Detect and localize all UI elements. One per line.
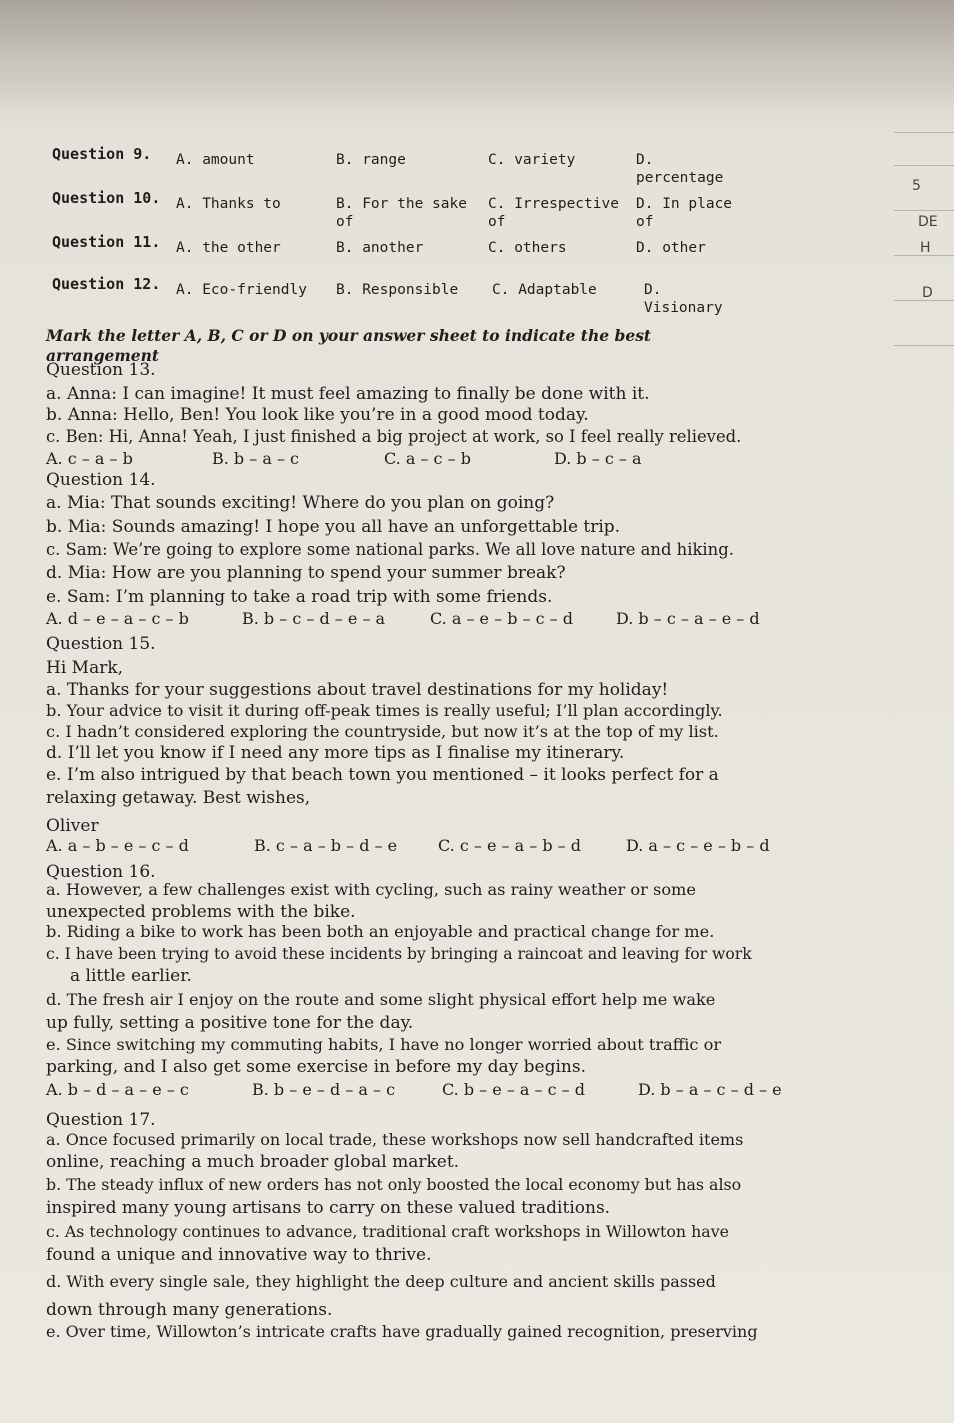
q16-line-c-cont: a little earlier. (70, 966, 192, 986)
question-14-title: Question 14. (46, 470, 156, 490)
option-a: A. Thanks to (176, 196, 281, 212)
q14-line-e: e. Sam: I’m planning to take a road trip with some friends. (46, 587, 553, 607)
question-label: Question 12. (52, 275, 161, 293)
q17-line-c: c. As technology continues to advance, traditional craft workshops in Willowton have (46, 1222, 729, 1241)
q16-line-c: c. I have been trying to avoid these incidents by bringing a raincoat and leaving for work (46, 945, 752, 963)
q15-signature: Oliver (46, 816, 99, 836)
q15-option-c: C. c – e – a – b – d (438, 836, 581, 855)
option-c: C. others (488, 240, 567, 256)
question-16-title: Question 16. (46, 862, 156, 882)
q14-option-a: A. d – e – a – c – b (46, 609, 189, 628)
option-d: D. other (636, 240, 706, 256)
margin-note-4: D (922, 285, 933, 301)
q15-line-d: d. I’ll let you know if I need any more tips as I finalise my itinerary. (46, 743, 625, 763)
margin-note-2: DE (918, 214, 938, 230)
option-d: D. percentage (636, 152, 724, 186)
q15-line-e: e. I’m also intrigued by that beach town you mentioned – it looks perfect for a (46, 765, 719, 785)
q17-line-c-cont: found a unique and innovative way to thrive. (46, 1245, 432, 1265)
q15-line-a: a. Thanks for your suggestions about travel destinations for my holiday! (46, 680, 669, 700)
q15-option-a: A. a – b – e – c – d (46, 836, 189, 855)
q16-line-d: d. The fresh air I enjoy on the route and some slight physical effort help me wake (46, 990, 716, 1009)
option-c: C. Adaptable (492, 282, 597, 298)
q14-line-d: d. Mia: How are you planning to spend your summer break? (46, 563, 566, 583)
q14-option-c: C. a – e – b – c – d (430, 609, 573, 628)
margin-rule (894, 132, 954, 133)
q15-line-c: c. I hadn’t considered exploring the countryside, but now it’s at the top of my list. (46, 722, 719, 741)
q15-option-d: D. a – c – e – b – d (626, 836, 770, 855)
q16-line-a: a. However, a few challenges exist with cycling, such as rainy weather or some (46, 880, 696, 899)
q15-greeting: Hi Mark, (46, 658, 124, 678)
question-label: Question 11. (52, 233, 161, 251)
option-d: D. In place of (636, 196, 733, 230)
q14-line-a: a. Mia: That sounds exciting! Where do you plan on going? (46, 493, 555, 513)
question-17-title: Question 17. (46, 1110, 156, 1130)
q17-line-a-cont: online, reaching a much broader global market. (46, 1152, 460, 1172)
margin-rule (894, 345, 954, 346)
margin-rule (894, 210, 954, 211)
q14-option-d: D. b – c – a – e – d (616, 609, 760, 628)
q16-line-e: e. Since switching my commuting habits, I have no longer worried about traffic or (46, 1035, 722, 1054)
q14-line-c: c. Sam: We’re going to explore some national parks. We all love nature and hiking. (46, 540, 734, 559)
option-c: C. Irrespective of (488, 196, 619, 230)
q13-option-a: A. c – a – b (46, 449, 133, 468)
question-11-row (52, 233, 752, 275)
q15-option-b: B. c – a – b – d – e (254, 836, 398, 855)
q13-option-b: B. b – a – c (212, 449, 300, 468)
question-10-row (52, 189, 752, 231)
arrangement-instruction: Mark the letter A, B, C or D on your answer sheet to indicate the best arrangement (46, 326, 652, 365)
question-9-row (52, 145, 752, 187)
option-c: C. variety (488, 152, 576, 168)
q15-line-b: b. Your advice to visit it during off-peak times is really useful; I’ll plan accordingly. (46, 701, 723, 720)
q16-option-b: B. b – e – d – a – c (252, 1080, 396, 1099)
option-b: B. Responsible (336, 282, 459, 298)
q13-option-c: C. a – c – b (384, 449, 471, 468)
q16-option-c: C. b – e – a – c – d (442, 1080, 585, 1099)
option-a: A. Eco-friendly (176, 282, 307, 298)
q14-option-b: B. b – c – d – e – a (242, 609, 386, 628)
option-a: A. amount (176, 152, 255, 168)
q17-line-a: a. Once focused primarily on local trade, these workshops now sell handcrafted items (46, 1130, 744, 1149)
option-d: D. Visionary (644, 282, 723, 316)
q17-line-d: d. With every single sale, they highlight the deep culture and ancient skills passed (46, 1272, 716, 1291)
q16-option-d: D. b – a – c – d – e (638, 1080, 782, 1099)
q16-line-e-cont: parking, and I also get some exercise in before my day begins. (46, 1057, 586, 1077)
margin-note-3: H (920, 240, 931, 256)
q16-option-a: A. b – d – a – e – c (46, 1080, 189, 1099)
margin-note-1: 5 (912, 178, 921, 194)
option-b: B. range (336, 152, 406, 168)
q13-line-c: c. Ben: Hi, Anna! Yeah, I just finished a big project at work, so I feel really relieved. (46, 427, 742, 446)
question-15-title: Question 15. (46, 634, 156, 654)
q13-line-b: b. Anna: Hello, Ben! You look like you’re in a good mood today. (46, 405, 589, 425)
q14-line-b: b. Mia: Sounds amazing! I hope you all have an unforgettable trip. (46, 517, 621, 537)
q17-line-d-cont: down through many generations. (46, 1300, 333, 1320)
q17-line-b: b. The steady influx of new orders has not only boosted the local economy but has also (46, 1175, 742, 1194)
option-b: B. For the sake of (336, 196, 467, 230)
q16-line-d-cont: up fully, setting a positive tone for the day. (46, 1013, 414, 1033)
q16-line-b: b. Riding a bike to work has been both an enjoyable and practical change for me. (46, 922, 715, 941)
q13-line-a: a. Anna: I can imagine! It must feel amazing to finally be done with it. (46, 384, 650, 404)
option-a: A. the other (176, 240, 281, 256)
question-12-row (52, 275, 752, 317)
margin-rule (894, 165, 954, 166)
q13-option-d: D. b – c – a (554, 449, 642, 468)
q15-line-e-cont: relaxing getaway. Best wishes, (46, 788, 311, 808)
question-13-title: Question 13. (46, 360, 156, 380)
question-label: Question 9. (52, 145, 152, 163)
q17-line-b-cont: inspired many young artisans to carry on these valued traditions. (46, 1198, 611, 1218)
option-b: B. another (336, 240, 424, 256)
q17-line-e: e. Over time, Willowton’s intricate crafts have gradually gained recognition, preserving (46, 1322, 758, 1341)
question-label: Question 10. (52, 189, 161, 207)
q16-line-a-cont: unexpected problems with the bike. (46, 902, 356, 922)
